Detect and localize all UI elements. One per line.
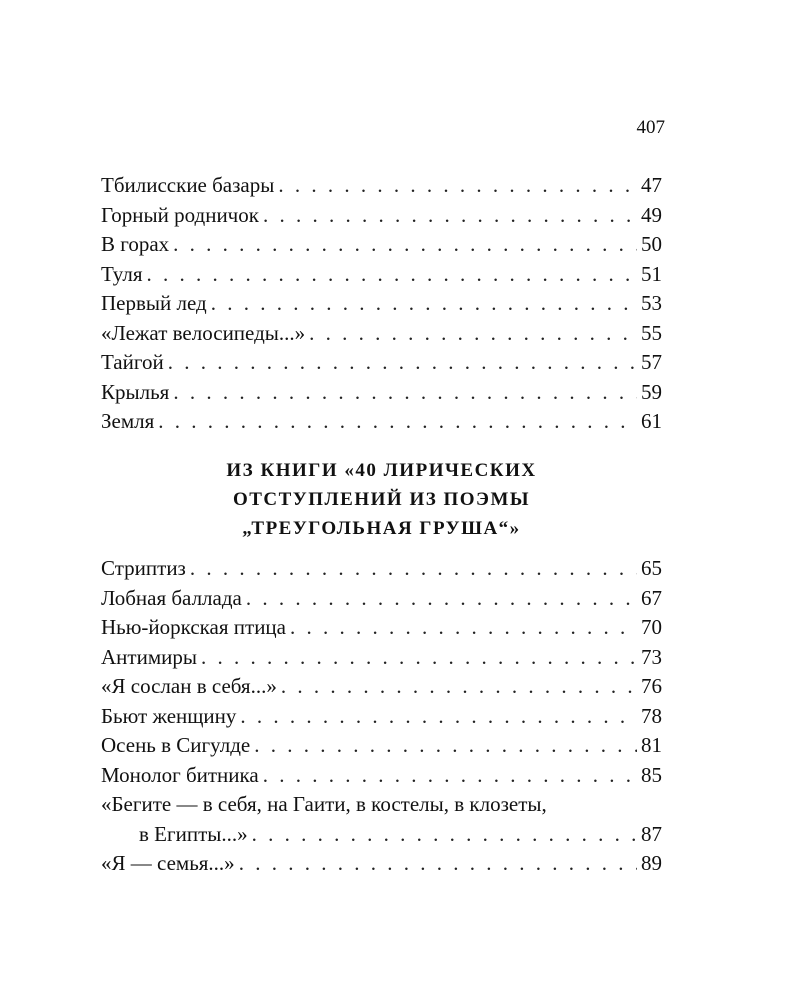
toc-entry — [101, 554, 662, 584]
dot-leader — [147, 260, 638, 290]
dot-leader — [290, 613, 637, 643]
toc-entry-title: Нью-йоркская птица — [101, 615, 286, 639]
toc-entry-page: 78 — [641, 703, 662, 728]
toc-entry — [101, 348, 662, 378]
toc-entry-multiline-first — [101, 790, 662, 820]
toc-entry-page: 85 — [641, 762, 662, 787]
toc-entry-page: 47 — [641, 173, 662, 197]
dot-leader — [252, 820, 637, 850]
section-heading-line: „ТРЕУГОЛЬНАЯ ГРУША“» — [242, 518, 521, 539]
toc-entry-title: Первый лед — [101, 291, 207, 315]
toc-entry — [101, 643, 662, 673]
dot-leader — [254, 731, 637, 761]
dot-leader — [309, 319, 637, 349]
toc-entry-title: Стриптиз — [101, 556, 186, 580]
toc-entry-title: В горах — [101, 232, 170, 256]
dot-leader — [173, 230, 637, 260]
toc-entry-page: 89 — [641, 851, 662, 875]
toc-entry-page: 49 — [641, 202, 662, 227]
toc-entry-title: «Я сослан в себя...» — [101, 674, 277, 698]
toc-entry-page: 61 — [641, 409, 662, 433]
toc-entry-title: Земля — [101, 409, 155, 433]
toc-entry-title: Антимиры — [101, 644, 197, 669]
toc-entry — [101, 702, 662, 732]
toc-entry-title: Тбилисские базары — [101, 173, 275, 197]
toc-entry — [101, 761, 662, 791]
toc-entry-page: 67 — [641, 585, 662, 610]
toc-entry-page: 55 — [641, 320, 662, 345]
dot-leader — [211, 289, 637, 319]
toc-entry-page: 76 — [641, 674, 662, 698]
dot-leader — [158, 407, 637, 437]
toc-entry-title: Лобная баллада — [101, 585, 242, 610]
dot-leader — [173, 378, 637, 408]
toc-entry-page: 53 — [641, 291, 662, 315]
toc-entry-page: 57 — [641, 350, 662, 374]
dot-leader — [246, 584, 637, 614]
toc-entry-title: Туля — [101, 261, 143, 286]
dot-leader — [201, 643, 637, 673]
section-heading — [101, 456, 662, 543]
toc-list-2 — [101, 554, 662, 879]
page-number: 407 — [636, 117, 665, 138]
toc-entry-multiline-second — [101, 820, 662, 850]
toc-entry-title: Тайгой — [101, 350, 164, 374]
section-heading-line: ИЗ КНИГИ «40 ЛИРИЧЕСКИХ — [226, 460, 537, 481]
dot-leader — [278, 171, 637, 201]
dot-leader — [240, 702, 637, 732]
toc-entry — [101, 407, 662, 437]
toc-entry-page: 87 — [641, 821, 662, 846]
dot-leader — [281, 672, 637, 702]
toc-entry-page: 81 — [641, 733, 662, 757]
toc-entry-page: 73 — [641, 644, 662, 669]
dot-leader — [239, 849, 637, 879]
toc-entry — [101, 319, 662, 349]
dot-leader — [263, 761, 637, 791]
toc-entry — [101, 378, 662, 408]
toc-entry — [101, 260, 662, 290]
toc-entry — [101, 613, 662, 643]
toc-entry-title: Осень в Сигулде — [101, 733, 251, 757]
toc-entry-title-continuation: в Египты...» — [139, 821, 248, 846]
dot-leader — [263, 201, 637, 231]
dot-leader — [190, 554, 637, 584]
toc-entry-title: Крылья — [101, 379, 170, 404]
toc-entry-title: «Лежат велосипеды...» — [101, 320, 306, 345]
toc-entry-page: 50 — [641, 232, 662, 256]
toc-entry — [101, 201, 662, 231]
toc-entry — [101, 230, 662, 260]
toc-list-1 — [101, 171, 662, 437]
toc-entry-page: 51 — [641, 261, 662, 286]
toc-entry — [101, 171, 662, 201]
toc-entry — [101, 584, 662, 614]
toc-entry-title: Монолог битника — [101, 762, 259, 787]
toc-entry — [101, 672, 662, 702]
toc-entry-title: Бьют женщину — [101, 703, 237, 728]
toc-entry — [101, 731, 662, 761]
toc-entry-page: 70 — [641, 615, 662, 639]
section-heading-line: ОТСТУПЛЕНИЙ ИЗ ПОЭМЫ — [232, 489, 531, 510]
toc-entry-title: Горный родничок — [101, 202, 259, 227]
toc-entry-title: «Я — семья...» — [101, 851, 235, 875]
toc-entry — [101, 289, 662, 319]
toc-entry-title: «Бегите — в себя, на Гаити, в костелы, в клозеты, — [101, 792, 547, 816]
toc-entry-page: 59 — [641, 379, 662, 404]
dot-leader — [168, 348, 637, 378]
toc-entry — [101, 849, 662, 879]
toc-entry-page: 65 — [641, 556, 662, 580]
